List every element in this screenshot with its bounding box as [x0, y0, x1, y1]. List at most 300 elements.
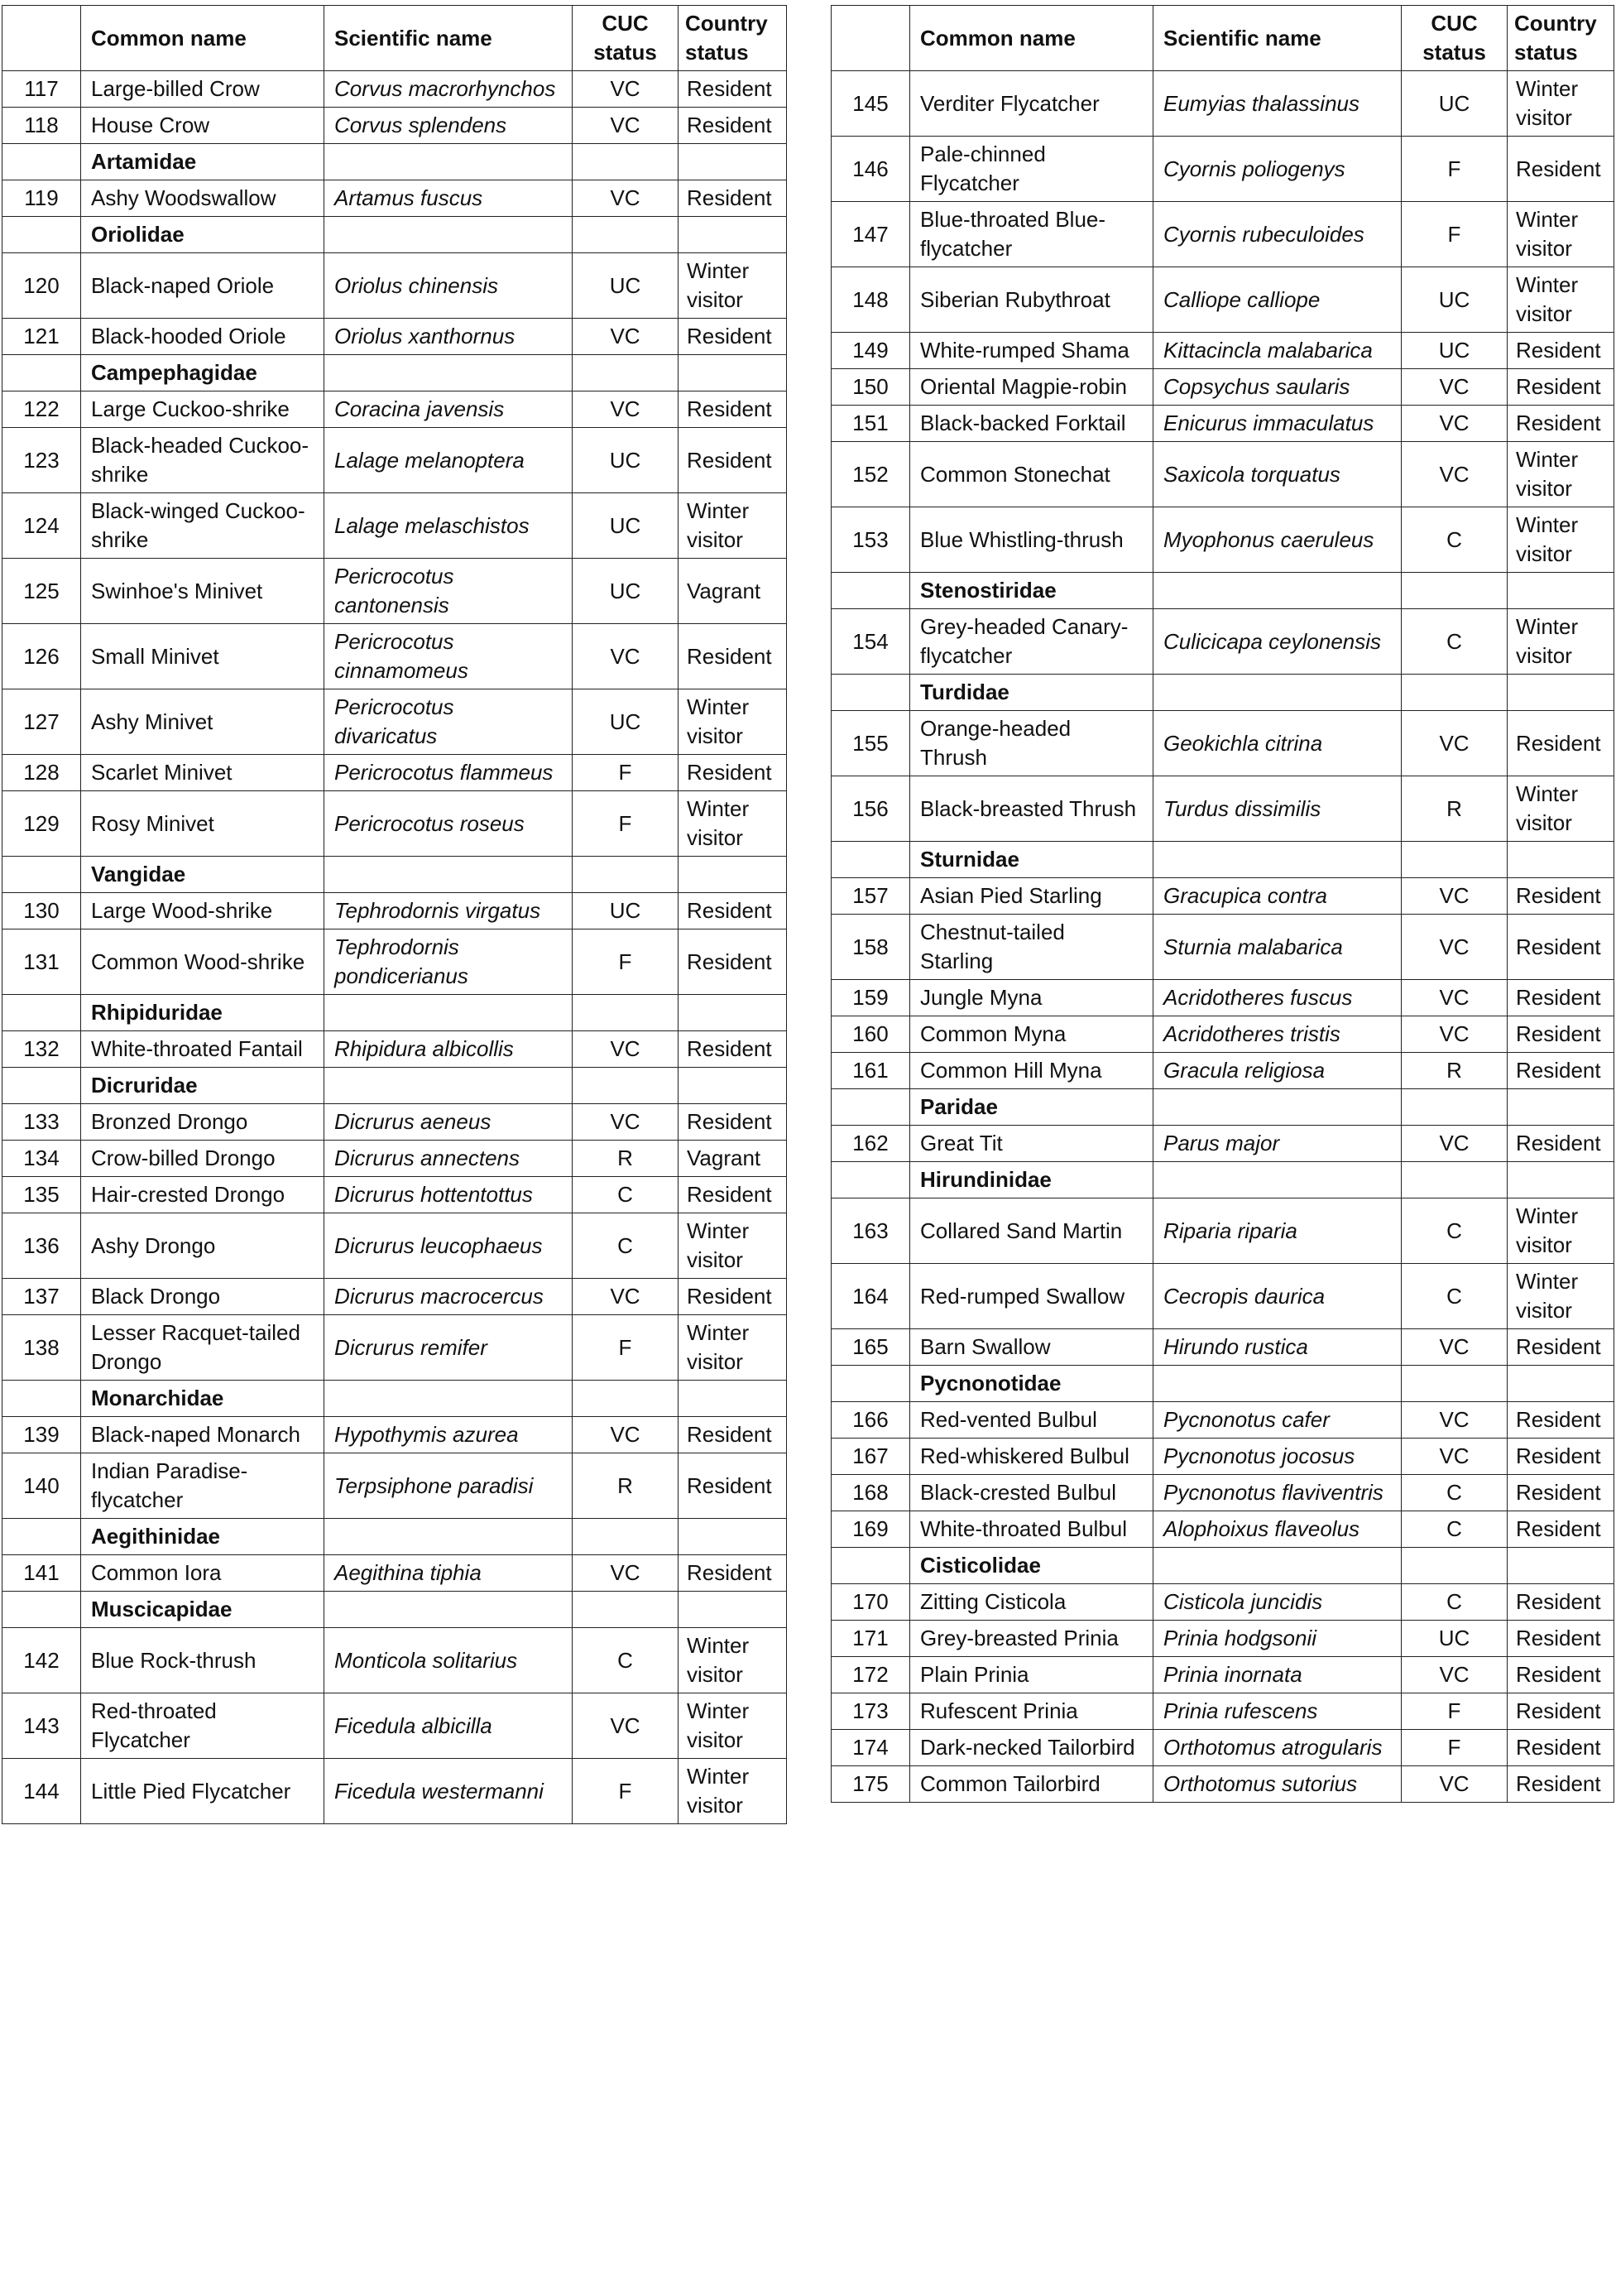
- country-cell: [1508, 573, 1614, 609]
- common-name: Large Wood-shrike: [81, 893, 324, 929]
- scientific-cell: [1153, 1548, 1402, 1584]
- cuc-status: UC: [573, 253, 679, 319]
- species-number: 123: [2, 428, 81, 493]
- species-row: [2, 1453, 787, 1519]
- cuc-cell: [573, 355, 679, 391]
- country-status: Winter visitor: [1508, 267, 1614, 333]
- table-body-left: [2, 71, 787, 1824]
- country-status: Resident: [679, 893, 787, 929]
- common-name: Red-whiskered Bulbul: [910, 1439, 1153, 1475]
- country-status: Winter visitor: [1508, 776, 1614, 842]
- species-number: 117: [2, 71, 81, 108]
- species-row: [832, 1475, 1614, 1511]
- scientific-name: Coracina javensis: [324, 391, 573, 428]
- species-row: [832, 442, 1614, 507]
- cuc-status: UC: [573, 689, 679, 755]
- country-status: Resident: [1508, 1439, 1614, 1475]
- scientific-name: Eumyias thalassinus: [1153, 71, 1402, 137]
- scientific-name: Calliope calliope: [1153, 267, 1402, 333]
- family-row: [2, 355, 787, 391]
- num-cell: [2, 857, 81, 893]
- common-name: Great Tit: [910, 1126, 1153, 1162]
- common-name: Common Tailorbird: [910, 1766, 1153, 1803]
- species-row: [2, 108, 787, 144]
- species-row: [2, 1628, 787, 1693]
- country-status: Resident: [679, 1555, 787, 1592]
- country-status: Resident: [1508, 1730, 1614, 1766]
- species-row: [832, 1264, 1614, 1329]
- species-number: 157: [832, 878, 910, 915]
- species-number: 127: [2, 689, 81, 755]
- scientific-cell: [324, 857, 573, 893]
- common-name: Red-rumped Swallow: [910, 1264, 1153, 1329]
- country-cell: [1508, 842, 1614, 878]
- species-number: 156: [832, 776, 910, 842]
- scientific-name: Prinia rufescens: [1153, 1693, 1402, 1730]
- species-number: 147: [832, 202, 910, 267]
- species-row: [832, 1730, 1614, 1766]
- cuc-status: UC: [1402, 267, 1508, 333]
- cuc-status: C: [1402, 1264, 1508, 1329]
- scientific-cell: [1153, 1366, 1402, 1402]
- cuc-status: VC: [1402, 1657, 1508, 1693]
- cuc-status: F: [573, 929, 679, 995]
- scientific-name: Corvus macrorhynchos: [324, 71, 573, 108]
- country-status: Resident: [679, 1279, 787, 1315]
- cuc-status: R: [573, 1141, 679, 1177]
- species-number: 164: [832, 1264, 910, 1329]
- cuc-status: VC: [1402, 369, 1508, 406]
- cuc-status: C: [1402, 609, 1508, 675]
- country-status: Resident: [679, 108, 787, 144]
- species-row: [832, 1016, 1614, 1053]
- num-cell: [832, 675, 910, 711]
- cuc-status: VC: [573, 1693, 679, 1759]
- header-row: [2, 6, 787, 71]
- common-name: Common Myna: [910, 1016, 1153, 1053]
- species-number: 150: [832, 369, 910, 406]
- header-number: [2, 6, 81, 71]
- header-common-name: Common name: [910, 6, 1153, 71]
- country-cell: [1508, 675, 1614, 711]
- scientific-name: Cisticola juncidis: [1153, 1584, 1402, 1621]
- scientific-cell: [324, 355, 573, 391]
- country-status: Resident: [1508, 1766, 1614, 1803]
- country-status: Resident: [1508, 1511, 1614, 1548]
- scientific-name: Culicicapa ceylonensis: [1153, 609, 1402, 675]
- species-row: [832, 1621, 1614, 1657]
- num-cell: [2, 1381, 81, 1417]
- family-row: [832, 1162, 1614, 1198]
- scientific-name: Alophoixus flaveolus: [1153, 1511, 1402, 1548]
- species-row: [832, 609, 1614, 675]
- num-cell: [2, 217, 81, 253]
- scientific-name: Dicrurus hottentottus: [324, 1177, 573, 1213]
- country-status: Winter visitor: [679, 791, 787, 857]
- scientific-name: Acridotheres fuscus: [1153, 980, 1402, 1016]
- header-country-status: Country status: [1508, 6, 1614, 71]
- common-name: Ashy Drongo: [81, 1213, 324, 1279]
- scientific-name: Cyornis rubeculoides: [1153, 202, 1402, 267]
- species-row: [832, 267, 1614, 333]
- country-status: Resident: [1508, 137, 1614, 202]
- cuc-cell: [573, 857, 679, 893]
- country-cell: [679, 144, 787, 180]
- family-row: [832, 573, 1614, 609]
- species-row: [2, 428, 787, 493]
- species-number: 125: [2, 559, 81, 624]
- country-status: Resident: [679, 71, 787, 108]
- species-number: 120: [2, 253, 81, 319]
- cuc-status: VC: [573, 180, 679, 217]
- scientific-name: Ficedula westermanni: [324, 1759, 573, 1824]
- cuc-status: VC: [1402, 1439, 1508, 1475]
- cuc-cell: [573, 1592, 679, 1628]
- header-scientific-name: Scientific name: [324, 6, 573, 71]
- species-number: 144: [2, 1759, 81, 1824]
- scientific-name: Oriolus chinensis: [324, 253, 573, 319]
- table-body-right: [832, 71, 1614, 1803]
- common-name: Rosy Minivet: [81, 791, 324, 857]
- species-row: [832, 71, 1614, 137]
- cuc-status: C: [1402, 1475, 1508, 1511]
- species-number: 141: [2, 1555, 81, 1592]
- species-row: [2, 1141, 787, 1177]
- species-number: 129: [2, 791, 81, 857]
- header-number: [832, 6, 910, 71]
- country-cell: [679, 217, 787, 253]
- scientific-cell: [324, 1592, 573, 1628]
- family-row: [832, 842, 1614, 878]
- scientific-name: Gracula religiosa: [1153, 1053, 1402, 1089]
- cuc-status: UC: [1402, 333, 1508, 369]
- species-row: [832, 776, 1614, 842]
- common-name: Little Pied Flycatcher: [81, 1759, 324, 1824]
- scientific-name: Acridotheres tristis: [1153, 1016, 1402, 1053]
- species-number: 153: [832, 507, 910, 573]
- family-row: [2, 1519, 787, 1555]
- country-status: Winter visitor: [1508, 202, 1614, 267]
- common-name: House Crow: [81, 108, 324, 144]
- common-name: Verditer Flycatcher: [910, 71, 1153, 137]
- scientific-name: Dicrurus aeneus: [324, 1104, 573, 1141]
- species-number: 151: [832, 406, 910, 442]
- cuc-status: C: [1402, 507, 1508, 573]
- common-name: Red-vented Bulbul: [910, 1402, 1153, 1439]
- species-row: [2, 71, 787, 108]
- species-number: 162: [832, 1126, 910, 1162]
- country-cell: [679, 1068, 787, 1104]
- country-cell: [1508, 1548, 1614, 1584]
- species-row: [832, 1402, 1614, 1439]
- common-name: Hair-crested Drongo: [81, 1177, 324, 1213]
- family-row: [832, 1548, 1614, 1584]
- cuc-status: VC: [573, 108, 679, 144]
- species-number: 148: [832, 267, 910, 333]
- family-name: Cisticolidae: [910, 1548, 1153, 1584]
- scientific-name: Prinia inornata: [1153, 1657, 1402, 1693]
- common-name: Black-naped Monarch: [81, 1417, 324, 1453]
- species-number: 134: [2, 1141, 81, 1177]
- species-row: [2, 1315, 787, 1381]
- country-cell: [679, 1519, 787, 1555]
- common-name: Black-winged Cuckoo-shrike: [81, 493, 324, 559]
- family-row: [2, 217, 787, 253]
- family-name: Hirundinidae: [910, 1162, 1153, 1198]
- cuc-status: VC: [1402, 915, 1508, 980]
- species-row: [2, 493, 787, 559]
- species-number: 126: [2, 624, 81, 689]
- country-status: Winter visitor: [679, 689, 787, 755]
- cuc-status: C: [1402, 1584, 1508, 1621]
- scientific-name: Parus major: [1153, 1126, 1402, 1162]
- num-cell: [832, 1548, 910, 1584]
- cuc-status: VC: [1402, 711, 1508, 776]
- country-status: Resident: [679, 1453, 787, 1519]
- family-name: Dicruridae: [81, 1068, 324, 1104]
- species-number: 122: [2, 391, 81, 428]
- species-row: [2, 1279, 787, 1315]
- species-number: 165: [832, 1329, 910, 1366]
- header-country-status: Country status: [679, 6, 787, 71]
- scientific-cell: [324, 1519, 573, 1555]
- common-name: Lesser Racquet-tailed Drongo: [81, 1315, 324, 1381]
- header-row: [832, 6, 1614, 71]
- species-row: [2, 755, 787, 791]
- species-number: 135: [2, 1177, 81, 1213]
- family-row: [2, 995, 787, 1031]
- species-row: [832, 507, 1614, 573]
- country-status: Resident: [679, 391, 787, 428]
- common-name: Black-naped Oriole: [81, 253, 324, 319]
- country-status: Resident: [1508, 1329, 1614, 1366]
- family-row: [2, 1592, 787, 1628]
- common-name: Zitting Cisticola: [910, 1584, 1153, 1621]
- species-number: 169: [832, 1511, 910, 1548]
- cuc-status: UC: [573, 428, 679, 493]
- country-status: Resident: [679, 180, 787, 217]
- common-name: Chestnut-tailed Starling: [910, 915, 1153, 980]
- cuc-status: VC: [573, 1279, 679, 1315]
- scientific-name: Pericrocotus cantonensis: [324, 559, 573, 624]
- species-row: [2, 893, 787, 929]
- country-cell: [679, 1592, 787, 1628]
- species-row: [832, 1126, 1614, 1162]
- species-number: 119: [2, 180, 81, 217]
- species-number: 168: [832, 1475, 910, 1511]
- common-name: White-rumped Shama: [910, 333, 1153, 369]
- num-cell: [2, 355, 81, 391]
- country-status: Resident: [679, 624, 787, 689]
- species-row: [832, 915, 1614, 980]
- species-row: [832, 369, 1614, 406]
- country-status: Vagrant: [679, 1141, 787, 1177]
- cuc-status: VC: [1402, 878, 1508, 915]
- common-name: Common Hill Myna: [910, 1053, 1153, 1089]
- cuc-status: F: [1402, 1730, 1508, 1766]
- species-row: [2, 253, 787, 319]
- scientific-name: Terpsiphone paradisi: [324, 1453, 573, 1519]
- country-status: Resident: [1508, 915, 1614, 980]
- species-table-left: [2, 5, 787, 1824]
- family-row: [2, 1381, 787, 1417]
- species-row: [2, 391, 787, 428]
- country-status: Resident: [679, 428, 787, 493]
- country-cell: [679, 1381, 787, 1417]
- common-name: Grey-headed Canary-flycatcher: [910, 609, 1153, 675]
- country-status: Winter visitor: [679, 493, 787, 559]
- species-row: [2, 1213, 787, 1279]
- species-number: 158: [832, 915, 910, 980]
- country-status: Resident: [1508, 711, 1614, 776]
- scientific-name: Dicrurus macrocercus: [324, 1279, 573, 1315]
- species-number: 161: [832, 1053, 910, 1089]
- species-number: 170: [832, 1584, 910, 1621]
- family-name: Artamidae: [81, 144, 324, 180]
- scientific-name: Corvus splendens: [324, 108, 573, 144]
- common-name: Black Drongo: [81, 1279, 324, 1315]
- common-name: Red-throated Flycatcher: [81, 1693, 324, 1759]
- cuc-status: VC: [573, 1104, 679, 1141]
- family-name: Campephagidae: [81, 355, 324, 391]
- family-name: Turdidae: [910, 675, 1153, 711]
- common-name: Ashy Minivet: [81, 689, 324, 755]
- cuc-status: VC: [1402, 1766, 1508, 1803]
- country-status: Resident: [1508, 1584, 1614, 1621]
- species-number: 155: [832, 711, 910, 776]
- scientific-name: Pycnonotus jocosus: [1153, 1439, 1402, 1475]
- country-status: Winter visitor: [1508, 507, 1614, 573]
- species-number: 142: [2, 1628, 81, 1693]
- cuc-status: F: [1402, 137, 1508, 202]
- species-number: 132: [2, 1031, 81, 1068]
- species-row: [832, 1511, 1614, 1548]
- country-cell: [679, 355, 787, 391]
- scientific-name: Saxicola torquatus: [1153, 442, 1402, 507]
- species-row: [832, 711, 1614, 776]
- cuc-status: UC: [573, 893, 679, 929]
- species-number: 145: [832, 71, 910, 137]
- family-name: Pycnonotidae: [910, 1366, 1153, 1402]
- common-name: Black-breasted Thrush: [910, 776, 1153, 842]
- species-number: 167: [832, 1439, 910, 1475]
- header-cuc-status: CUC status: [1402, 6, 1508, 71]
- species-row: [832, 1584, 1614, 1621]
- scientific-name: Pericrocotus roseus: [324, 791, 573, 857]
- scientific-name: Orthotomus atrogularis: [1153, 1730, 1402, 1766]
- scientific-name: Pericrocotus flammeus: [324, 755, 573, 791]
- common-name: Plain Prinia: [910, 1657, 1153, 1693]
- cuc-cell: [573, 995, 679, 1031]
- species-number: 133: [2, 1104, 81, 1141]
- common-name: Large Cuckoo-shrike: [81, 391, 324, 428]
- country-status: Resident: [1508, 1621, 1614, 1657]
- scientific-name: Lalage melanoptera: [324, 428, 573, 493]
- cuc-status: F: [573, 1315, 679, 1381]
- species-row: [2, 1693, 787, 1759]
- country-status: Resident: [679, 1417, 787, 1453]
- common-name: Barn Swallow: [910, 1329, 1153, 1366]
- common-name: Common Stonechat: [910, 442, 1153, 507]
- common-name: Indian Paradise-flycatcher: [81, 1453, 324, 1519]
- common-name: Common Iora: [81, 1555, 324, 1592]
- country-status: Resident: [1508, 1016, 1614, 1053]
- scientific-cell: [324, 995, 573, 1031]
- country-cell: [679, 995, 787, 1031]
- cuc-cell: [1402, 842, 1508, 878]
- scientific-name: Orthotomus sutorius: [1153, 1766, 1402, 1803]
- common-name: Grey-breasted Prinia: [910, 1621, 1153, 1657]
- species-row: [832, 878, 1614, 915]
- scientific-name: Myophonus caeruleus: [1153, 507, 1402, 573]
- cuc-status: C: [573, 1177, 679, 1213]
- country-status: Resident: [679, 755, 787, 791]
- family-name: Rhipiduridae: [81, 995, 324, 1031]
- species-row: [832, 1439, 1614, 1475]
- scientific-name: Geokichla citrina: [1153, 711, 1402, 776]
- cuc-cell: [1402, 1548, 1508, 1584]
- country-status: Winter visitor: [679, 253, 787, 319]
- species-number: 136: [2, 1213, 81, 1279]
- cuc-status: VC: [1402, 1402, 1508, 1439]
- species-number: 163: [832, 1198, 910, 1264]
- country-status: Resident: [1508, 1657, 1614, 1693]
- cuc-status: VC: [573, 71, 679, 108]
- common-name: Large-billed Crow: [81, 71, 324, 108]
- common-name: Black-hooded Oriole: [81, 319, 324, 355]
- common-name: Dark-necked Tailorbird: [910, 1730, 1153, 1766]
- scientific-name: Pycnonotus flaviventris: [1153, 1475, 1402, 1511]
- family-row: [832, 1089, 1614, 1126]
- cuc-status: C: [1402, 1198, 1508, 1264]
- cuc-status: C: [1402, 1511, 1508, 1548]
- scientific-cell: [324, 1381, 573, 1417]
- scientific-cell: [1153, 842, 1402, 878]
- species-row: [2, 624, 787, 689]
- scientific-name: Riparia riparia: [1153, 1198, 1402, 1264]
- cuc-cell: [573, 1519, 679, 1555]
- species-number: 140: [2, 1453, 81, 1519]
- scientific-name: Oriolus xanthornus: [324, 319, 573, 355]
- country-status: Resident: [679, 929, 787, 995]
- scientific-cell: [324, 217, 573, 253]
- species-row: [832, 1693, 1614, 1730]
- cuc-cell: [1402, 573, 1508, 609]
- scientific-cell: [1153, 675, 1402, 711]
- species-row: [832, 1766, 1614, 1803]
- scientific-name: Pycnonotus cafer: [1153, 1402, 1402, 1439]
- common-name: Common Wood-shrike: [81, 929, 324, 995]
- family-name: Muscicapidae: [81, 1592, 324, 1628]
- num-cell: [832, 1366, 910, 1402]
- family-name: Oriolidae: [81, 217, 324, 253]
- header-cuc-status: CUC status: [573, 6, 679, 71]
- common-name: Small Minivet: [81, 624, 324, 689]
- scientific-name: Cyornis poliogenys: [1153, 137, 1402, 202]
- num-cell: [832, 573, 910, 609]
- country-status: Resident: [1508, 980, 1614, 1016]
- common-name: Swinhoe's Minivet: [81, 559, 324, 624]
- species-row: [832, 1053, 1614, 1089]
- species-row: [832, 202, 1614, 267]
- species-row: [832, 1657, 1614, 1693]
- scientific-name: Copsychus saularis: [1153, 369, 1402, 406]
- cuc-cell: [573, 144, 679, 180]
- common-name: Pale-chinned Flycatcher: [910, 137, 1153, 202]
- cuc-status: UC: [573, 559, 679, 624]
- num-cell: [832, 1162, 910, 1198]
- scientific-name: Enicurus immaculatus: [1153, 406, 1402, 442]
